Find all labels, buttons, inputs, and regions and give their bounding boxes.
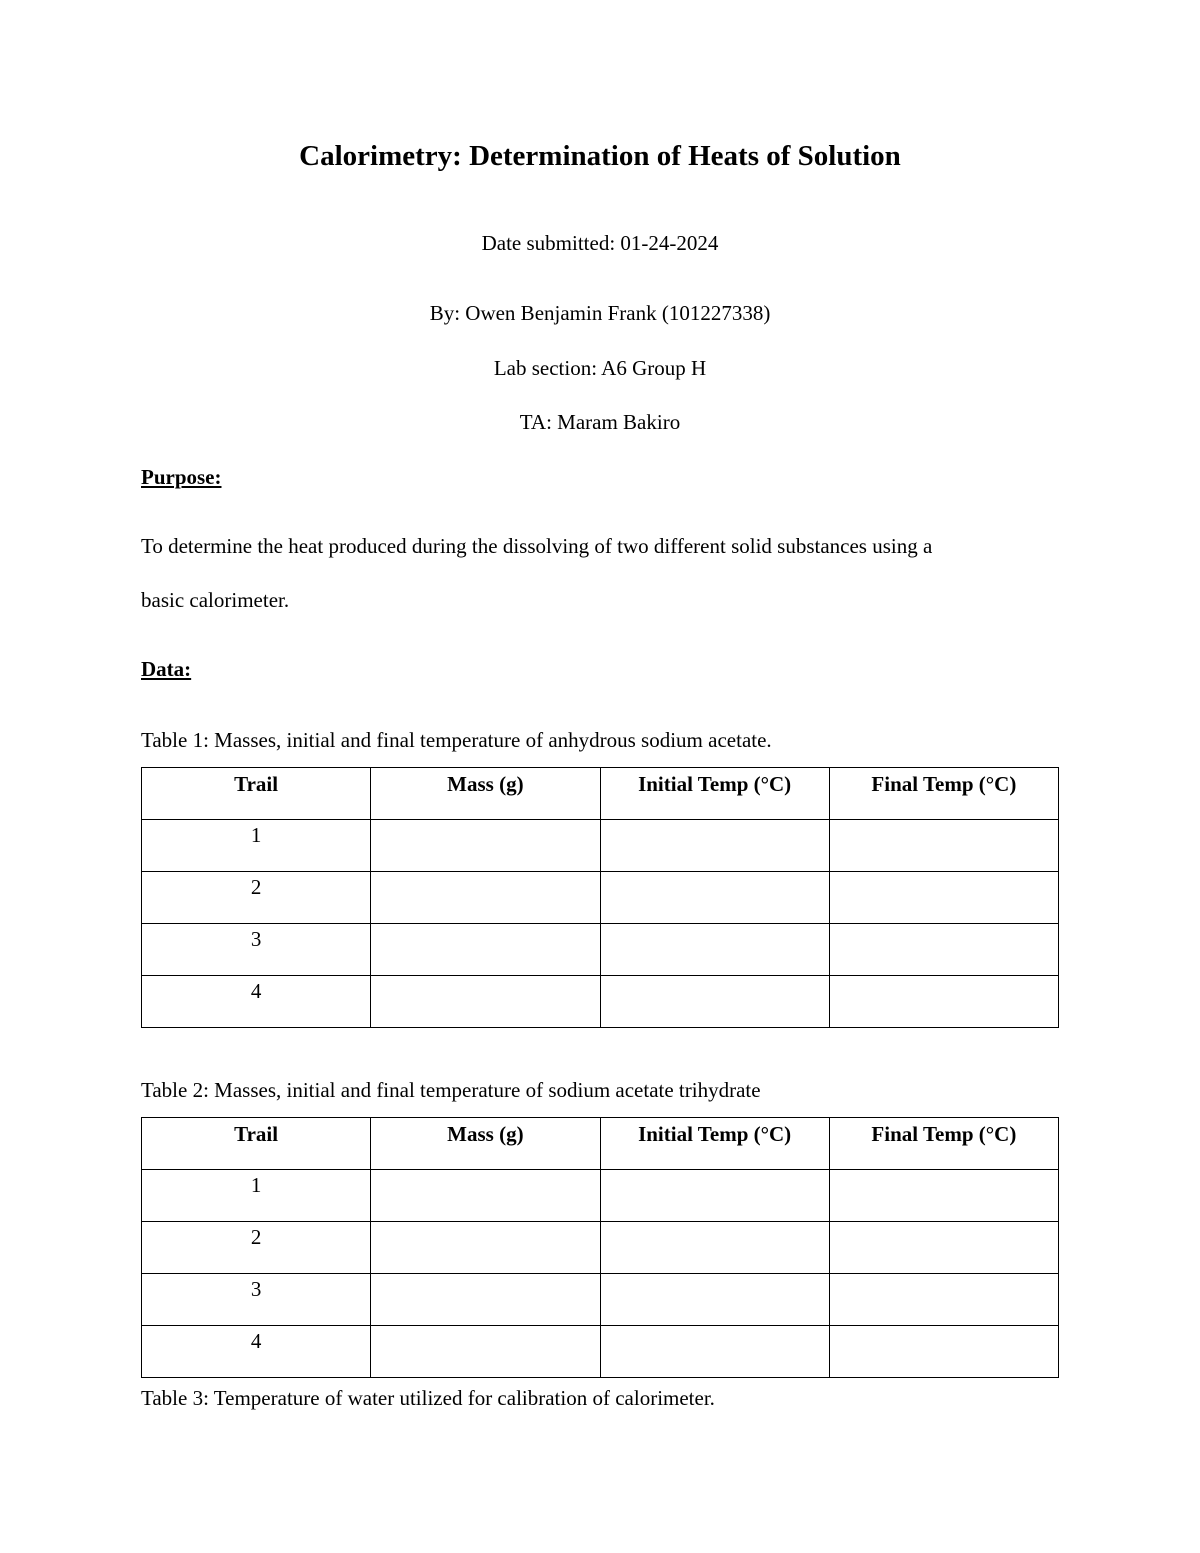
table-cell-initial-temp bbox=[600, 1222, 829, 1274]
table-row bbox=[142, 1274, 1059, 1326]
table-cell-mass bbox=[371, 1326, 600, 1378]
table-cell-trail: 4 bbox=[142, 976, 371, 1028]
table-cell-mass bbox=[371, 820, 600, 872]
table-header-row bbox=[142, 768, 1059, 820]
table-cell-trail: 1 bbox=[142, 820, 371, 872]
table-row bbox=[142, 924, 1059, 976]
table-header-row bbox=[142, 1118, 1059, 1170]
column-header-trail: Trail bbox=[142, 1118, 371, 1170]
table-cell-mass bbox=[371, 976, 600, 1028]
table-cell-final-temp bbox=[829, 976, 1058, 1028]
purpose-text-line-1: To determine the heat produced during the dissolving of two different solid substances using a bbox=[141, 534, 933, 558]
table-cell-trail: 3 bbox=[142, 924, 371, 976]
table-cell-final-temp bbox=[829, 872, 1058, 924]
column-header-final-temp: Final Temp (°C) bbox=[829, 768, 1058, 820]
table-cell-trail: 4 bbox=[142, 1326, 371, 1378]
page-title: Calorimetry: Determination of Heats of Solution bbox=[299, 140, 901, 172]
table-cell-initial-temp bbox=[600, 1274, 829, 1326]
table1-caption: Table 1: Masses, initial and final temperature of anhydrous sodium acetate. bbox=[141, 728, 772, 752]
column-header-trail: Trail bbox=[142, 768, 371, 820]
purpose-heading: Purpose: bbox=[141, 465, 222, 489]
date-submitted: Date submitted: 01-24-2024 bbox=[481, 231, 719, 255]
table-row bbox=[142, 976, 1059, 1028]
table3-caption: Table 3: Temperature of water utilized for calibration of calorimeter. bbox=[141, 1386, 715, 1410]
table-cell-final-temp bbox=[829, 820, 1058, 872]
data-heading: Data: bbox=[141, 657, 192, 681]
table-cell-trail: 2 bbox=[142, 872, 371, 924]
column-header-mass: Mass (g) bbox=[371, 1118, 600, 1170]
table-cell-initial-temp bbox=[600, 924, 829, 976]
table-row bbox=[142, 872, 1059, 924]
table-cell-final-temp bbox=[829, 1170, 1058, 1222]
table-cell-mass bbox=[371, 1170, 600, 1222]
table-cell-mass bbox=[371, 872, 600, 924]
table1 bbox=[141, 767, 1059, 1028]
table-row bbox=[142, 820, 1059, 872]
table-row bbox=[142, 1170, 1059, 1222]
table-cell-mass bbox=[371, 1274, 600, 1326]
column-header-final-temp: Final Temp (°C) bbox=[829, 1118, 1058, 1170]
table2-caption: Table 2: Masses, initial and final temperature of sodium acetate trihydrate bbox=[141, 1078, 761, 1102]
table-row bbox=[142, 1326, 1059, 1378]
table-cell-mass bbox=[371, 1222, 600, 1274]
author-line: By: Owen Benjamin Frank (101227338) bbox=[429, 301, 771, 325]
column-header-initial-temp: Initial Temp (°C) bbox=[600, 768, 829, 820]
table-cell-initial-temp bbox=[600, 1170, 829, 1222]
table-cell-final-temp bbox=[829, 1274, 1058, 1326]
table-cell-trail: 1 bbox=[142, 1170, 371, 1222]
table-cell-trail: 3 bbox=[142, 1274, 371, 1326]
table-cell-initial-temp bbox=[600, 976, 829, 1028]
table-cell-initial-temp bbox=[600, 820, 829, 872]
table-cell-final-temp bbox=[829, 924, 1058, 976]
table-cell-final-temp bbox=[829, 1326, 1058, 1378]
purpose-text-line-2: basic calorimeter. bbox=[141, 588, 290, 612]
table-cell-trail: 2 bbox=[142, 1222, 371, 1274]
table-cell-initial-temp bbox=[600, 872, 829, 924]
lab-section-line: Lab section: A6 Group H bbox=[493, 356, 707, 380]
column-header-initial-temp: Initial Temp (°C) bbox=[600, 1118, 829, 1170]
table-cell-initial-temp bbox=[600, 1326, 829, 1378]
table-row bbox=[142, 1222, 1059, 1274]
ta-line: TA: Maram Bakiro bbox=[519, 410, 681, 434]
table-cell-mass bbox=[371, 924, 600, 976]
column-header-mass: Mass (g) bbox=[371, 768, 600, 820]
table2 bbox=[141, 1117, 1059, 1378]
table-cell-final-temp bbox=[829, 1222, 1058, 1274]
